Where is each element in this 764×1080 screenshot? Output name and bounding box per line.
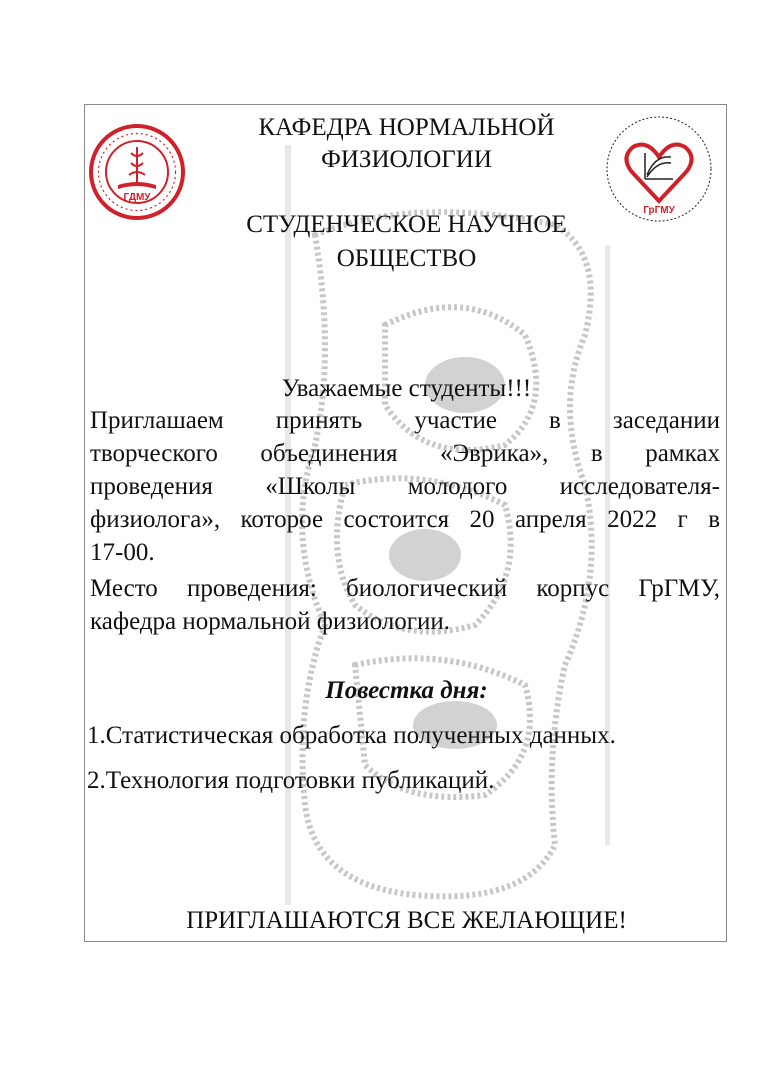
agenda-item: 2.Технология подготовки публикаций. (87, 767, 495, 794)
society-title-line2: ОБЩЕСТВО (336, 245, 477, 272)
greeting: Уважаемые студенты!!! (281, 375, 532, 402)
footer-invitation: ПРИГЛАШАЮТСЯ ВСЕ ЖЕЛАЮЩИЕ! (186, 907, 627, 934)
department-title-line1: КАФЕДРА НОРМАЛЬНОЙ (258, 114, 555, 141)
department-title-line2: ФИЗИОЛОГИИ (321, 146, 492, 173)
gdmu-logo-abbr: ГДМУ (123, 192, 151, 203)
invitation-line1: Приглашаем принять участие в заседании (90, 407, 720, 434)
invitation-line4: физиолога», которое состоится 20 апреля 2022 г в (90, 506, 720, 533)
venue-line2: кафедра нормальной физиологии. (90, 608, 450, 635)
agenda-title: Повестка дня: (325, 677, 488, 704)
poster-frame (84, 104, 727, 942)
venue-line1: Место проведения: биологический корпус ГрГМУ, (90, 575, 720, 602)
grgmu-logo-abbr: ГрГМУ (643, 205, 675, 216)
book-icon (118, 182, 156, 189)
invitation-line5: 17-00. (90, 539, 155, 566)
agenda-item: 1.Статистическая обработка полученных данных. (87, 722, 616, 749)
invitation-line3: проведения «Школы молодого исследователя- (90, 473, 720, 500)
invitation-line2: творческого объединения «Эврика», в рамках (90, 440, 720, 467)
society-title-line1: СТУДЕНЧЕСКОЕ НАУЧНОЕ (246, 211, 567, 238)
